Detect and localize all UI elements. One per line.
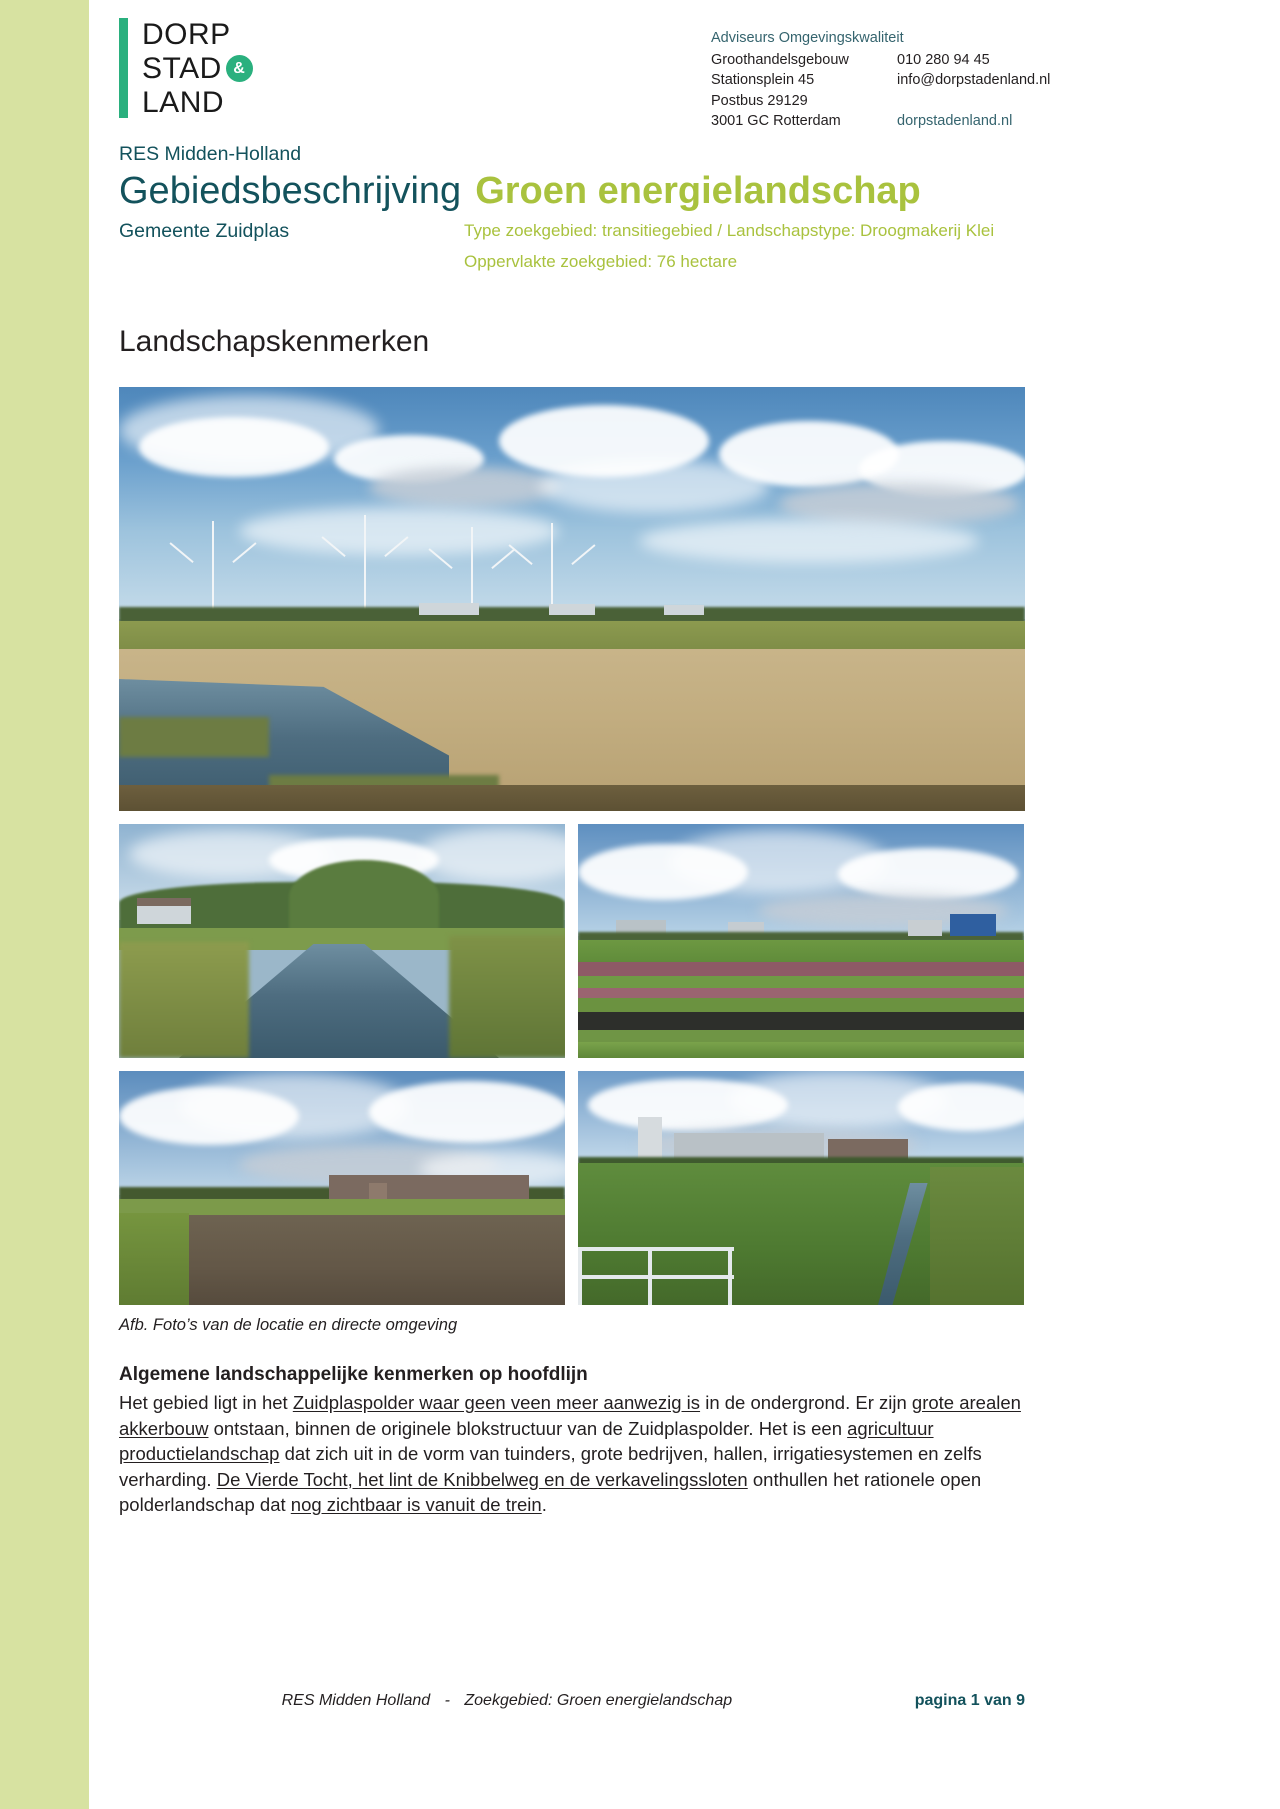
page-footer (119, 1692, 1025, 1710)
subtitle-row-1 (119, 218, 1025, 245)
body-underlined-segment: nog zichtbaar is vanuit de trein (290, 1494, 542, 1515)
left-decorative-band (0, 0, 89, 1809)
contact-row-2 (711, 70, 1061, 91)
contact-address-line2: Stationsplein 45 (711, 72, 815, 88)
body-underlined-segment: Zuidplaspolder waar geen veen meer aanwezig is (292, 1392, 701, 1413)
section-heading-landschapskenmerken: Landschapskenmerken (119, 325, 430, 358)
logo-line-dorp: DORP (142, 18, 231, 51)
photo-akker-met-dorp (119, 1071, 565, 1305)
body-plain-segment: . (541, 1494, 547, 1515)
contact-email[interactable]: info@dorpstadenland.nl (897, 72, 1051, 88)
logo-line-stad (142, 53, 253, 85)
contact-block (711, 28, 1061, 132)
municipality-label: Gemeente Zuidplas (119, 220, 290, 242)
body-plain-segment: in de ondergrond. Er zijn (700, 1392, 912, 1413)
footer-subject: Zoekgebied: Groen energielandschap (464, 1692, 733, 1709)
contact-row-4 (711, 111, 1061, 132)
contact-row-1 (711, 50, 1061, 71)
body-heading: Algemene landschappelijke kenmerken op hoofdlijn (119, 1364, 588, 1385)
ampersand-badge-icon: & (226, 55, 253, 82)
footer-text (119, 1692, 915, 1710)
area-size-meta: Oppervlakte zoekgebied: 76 hectare (464, 252, 738, 271)
photo-sloot-met-riet (119, 824, 565, 1058)
photo-weiland-bedrijven (578, 1071, 1024, 1305)
footer-separator: - (444, 1692, 450, 1709)
logo-line-land: LAND (142, 86, 225, 119)
body-underlined-segment: grote arealen akkerbouw (119, 1392, 1021, 1439)
page-header (119, 0, 1051, 136)
title-row (119, 168, 1025, 214)
photo-gallery (119, 387, 1025, 1305)
photo-panorama-akkerland (119, 387, 1025, 811)
logo-green-bar (119, 18, 128, 118)
page-title: Gebiedsbeschrijving (119, 170, 462, 212)
body-paragraph (119, 1390, 1025, 1518)
contact-address-line4: 3001 GC Rotterdam (711, 113, 841, 129)
photo-row-middle (119, 824, 1025, 1058)
contact-phone: 010 280 94 45 (897, 51, 990, 68)
document-kicker: RES Midden-Holland (119, 143, 302, 165)
contact-rows (711, 50, 1061, 132)
footer-document-name: RES Midden Holland (281, 1692, 431, 1709)
company-logo (119, 18, 253, 119)
contact-website-link[interactable]: dorpstadenland.nl (897, 113, 1013, 129)
page-content (119, 0, 1051, 1518)
contact-address-line1: Groothandelsgebouw (711, 51, 849, 68)
logo-wordmark (142, 18, 253, 119)
contact-heading: Adviseurs Omgevingskwaliteit (711, 30, 904, 46)
photo-row-bottom (119, 1071, 1025, 1305)
body-underlined-segment: De Vierde Tocht, het lint de Knibbelweg en de verkavelingssloten (216, 1468, 748, 1490)
photo-tuinbouwpercelen (578, 824, 1024, 1058)
page-title-accent: Groen energielandschap (475, 170, 921, 212)
body-plain-segment: ontstaan, binnen de originele blokstructuur van de Zuidplaspolder. Het is een (208, 1417, 848, 1439)
contact-row-3 (711, 91, 1061, 112)
body-plain-segment: Het gebied ligt in het (119, 1392, 293, 1413)
area-type-meta: Type zoekgebied: transitiegebied / Landschapstype: Droogmakerij Klei (464, 221, 995, 240)
body-plain-segment: onthullen het rationele open polderlandschap dat (119, 1468, 982, 1515)
subtitle-row-2 (119, 249, 1025, 275)
figure-caption: Afb. Foto’s van de locatie en directe omgeving (119, 1316, 458, 1334)
logo-stad-text: STAD (142, 52, 222, 85)
body-underlined-segment: agricultuur productielandschap (119, 1417, 934, 1464)
footer-page-number: pagina 1 van 9 (914, 1692, 1025, 1709)
title-block (119, 141, 1025, 275)
body-plain-segment: dat zich uit in de vorm van tuinders, grote bedrijven, hallen, irrigatiesystemen en zelfs verharding. (119, 1443, 982, 1490)
contact-address-line3: Postbus 29129 (711, 92, 808, 109)
